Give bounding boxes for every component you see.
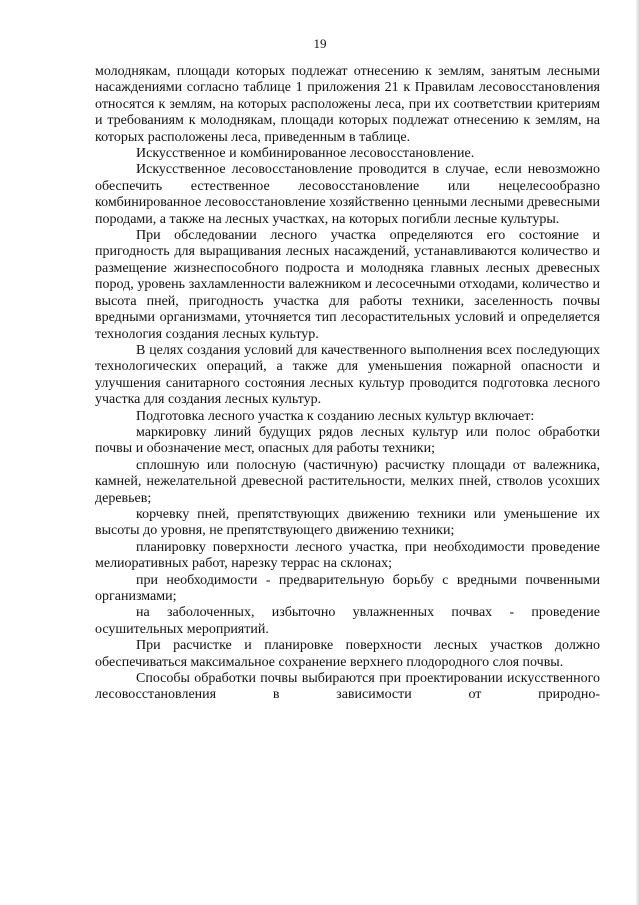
paragraph: сплошную или полосную (частичную) расчистку площади от валежника, камней, нежелательной древесной растительности, мелких пней, стволов усохших деревьев; [95, 457, 600, 506]
paragraph: При расчистке и планировке поверхности лесных участков должно обеспечиваться максимальное сохранение верхнего плодородного слоя почвы. [95, 638, 600, 670]
paragraph: корчевку пней, препятствующих движению техники или уменьшение их высоты до уровня, не препятствующего движению техники; [95, 506, 600, 539]
paragraph: Способы обработки почвы выбираются при проектировании искусственного лесовосстановления в зависимости от природно- [95, 671, 600, 703]
document-body [95, 64, 600, 704]
paragraph: маркировку линий будущих рядов лесных культур или полос обработки почвы и обозначение мест, опасных для работы техники; [95, 424, 600, 457]
paragraph: При обследовании лесного участка определяются его состояние и пригодность для выращивания лесных насаждений, устанавливаются количество и размещение жизнеспособного подроста и молодняка главных лесных древесных пород, уровень захламленности валежником и лесосечными отходами, количество и высота пней, пригодность участка для работы техники, заселенность почвы вредными организмами, уточняется тип лесорастительных условий и определяется технология создания лесных культур. [95, 228, 600, 342]
paragraph: на заболоченных, избыточно увлажненных почвах - проведение осушительных мероприятий. [95, 605, 600, 637]
page-number: 19 [313, 36, 327, 51]
paragraph: при необходимости - предварительную борьбу с вредными почвенными организмами; [95, 572, 600, 604]
paragraph: планировку поверхности лесного участка, при необходимости проведение мелиоративных работ, нарезку террас на склонах; [95, 539, 600, 572]
paragraph: Подготовка лесного участка к созданию лесных культур включает: [136, 408, 535, 424]
page-edge-shadow [636, 0, 640, 905]
paragraph: Искусственное и комбинированное лесовосстановление. [136, 146, 475, 162]
paragraph: В целях создания условий для качественного выполнения всех последующих технологических операций, а также для уменьшения пожарной опасности и улучшения санитарного состояния лесных культур проводится подготовка лесного участка для создания лесных культур. [95, 342, 600, 408]
paragraph: Искусственное лесовосстановление проводится в случае, если невозможно обеспечить естественное лесовосстановление или нецелесообразно комбинированное лесовосстановление хозяйственно ценными лесными древесными породами, а также на лесных участках, на которых погибли лесные культуры. [95, 162, 601, 227]
paragraph: молоднякам, площади которых подлежат отнесению к землям, занятым лесными насаждениями согласно таблице 1 приложения 21 к Правилам лесовосстановления относятся к землям, на которых расположены леса, при их соответствии критериям и требованиям к молоднякам, площади которых подлежат отнесению к землям, на которых расположены леса, приведенным в таблице. [95, 64, 600, 145]
